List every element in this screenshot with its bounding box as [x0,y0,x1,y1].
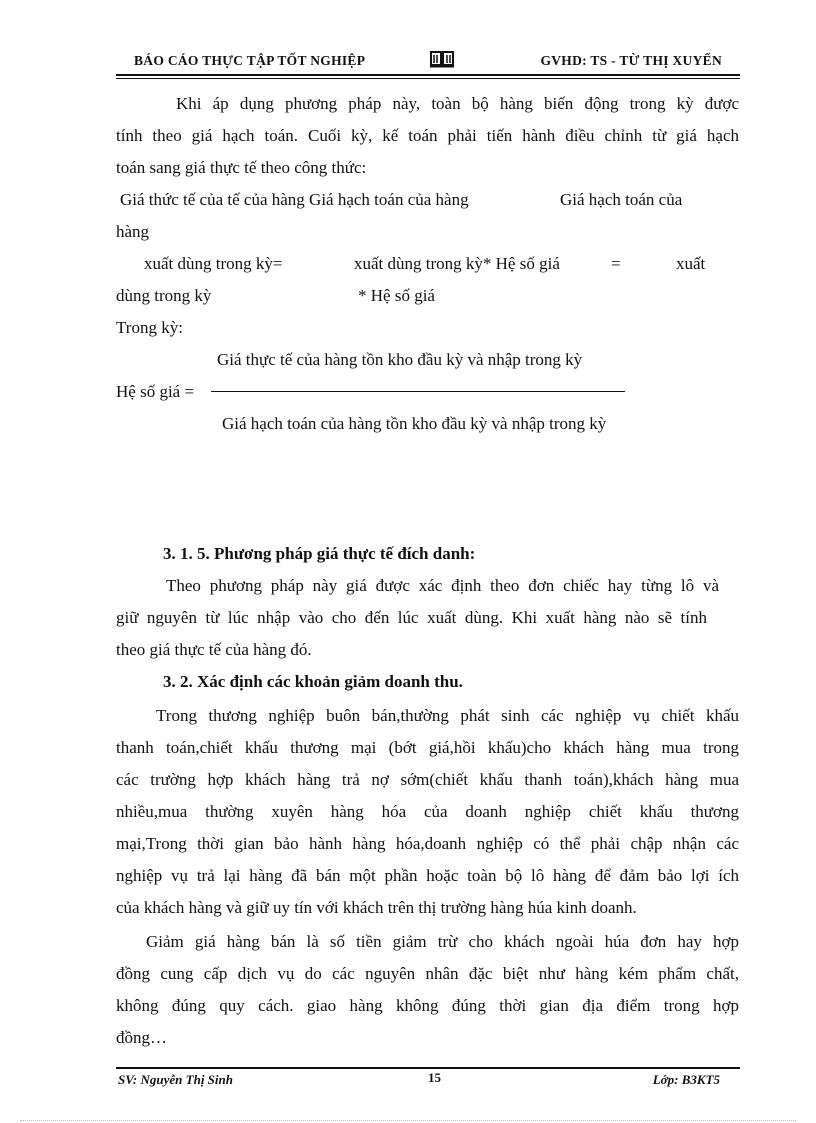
class-code: Lớp: B3KT5 [652,1072,720,1087]
formula1-line1-b: Giá hạch toán của [560,190,683,209]
student-name: SV: Nguyễn Thị Sinh [118,1072,233,1087]
formula1-line3-c: = [611,254,621,273]
formula1-line1-a: Giá thức tế của tế của hàng Giá hạch toán của hàng [120,190,469,209]
section-32-p2-line-2: đồng cung cấp dịch vụ do các nguyên nhân đặc biệt như hàng kém phẩm chất, [116,964,739,983]
footer-rule [116,1067,740,1069]
section-315-heading: 3. 1. 5. Phương pháp giá thực tế đích danh: [163,544,476,563]
header-rule-thin [116,78,740,79]
formula2-denominator: Giá hạch toán của hàng tồn kho đầu kỳ và nhập trong kỳ [222,414,607,433]
section-32-p2-line-1: Giảm giá hàng bán là số tiền giảm trừ cho khách ngoài húa đơn hay hợp [146,932,739,951]
section-32-p1-line-4: nhiều,mua thường xuyên hàng hóa của doanh nghiệp chiết khấu thương [116,802,739,821]
formula1-line3-d: xuất [676,254,706,273]
section-315-line-2: giữ nguyên từ lúc nhập vào cho đến lúc xuất dùng. Khi xuất hàng nào sẽ tính [116,608,707,627]
formula1-line4-b: * Hệ số giá [358,286,435,305]
page-header [116,50,740,74]
formula1-line3-b: xuất dùng trong kỳ* Hệ số giá [354,254,560,273]
page-edge-dotted [20,1120,796,1121]
trong-ky-label: Trong kỳ: [116,318,183,337]
section-32-p1-line-2: thanh toán,chiết khấu thương mại (bớt giá,hồi khấu)cho khách hàng mua trong [116,738,739,757]
section-32-heading: 3. 2. Xác định các khoản giảm doanh thu. [163,672,463,691]
page-footer [116,1070,740,1090]
section-315-line-3: theo giá thực tế của hàng đó. [116,640,312,659]
book-icon [430,50,454,68]
header-rule [116,74,740,76]
section-32-p1-line-6: nghiệp vụ trả lại hàng đã bán một phần hoặc toàn bộ lô hàng để đảm bảo lợi ích [116,866,739,885]
section-32-p2-line-3: không đúng quy cách. giao hàng không đúng thời gian địa điểm trong hợp [116,996,739,1015]
formula1-line4-a: dùng trong kỳ [116,286,212,305]
formula1-line2: hàng [116,222,150,241]
formula2-numerator: Giá thực tế của hàng tồn kho đầu kỳ và nhập trong kỳ [217,350,583,369]
page-number: 15 [428,1070,441,1085]
intro-line-3: toán sang giá thực tế theo công thức: [116,158,367,177]
report-title: BÁO CÁO THỰC TẬP TỐT NGHIỆP [134,53,366,68]
section-32-p1-line-3: các trường hợp khách hàng trả nợ sớm(chiết khấu thanh toán),khách hàng mua [116,770,739,789]
section-32-p2-line-4: đồng… [116,1028,167,1047]
fraction-bar [211,391,625,392]
intro-line-1: Khi áp dụng phương pháp này, toàn bộ hàng biến động trong kỳ được [176,94,739,113]
supervisor-name: GVHD: TS - TỪ THỊ XUYẾN [540,53,722,68]
formula2-lhs: Hệ số giá = [116,382,195,401]
section-32-p1-line-1: Trong thương nghiệp buôn bán,thường phát sinh các nghiệp vụ chiết khấu [156,706,739,725]
formula1-line3-a: xuất dùng trong kỳ= [144,254,283,273]
section-315-line-1: Theo phương pháp này giá được xác định theo đơn chiếc hay từng lô và [166,576,719,595]
section-32-p1-line-5: mại,Trong thời gian bảo hành hàng hóa,doanh nghiệp có thể phải chập nhận các [116,834,739,853]
section-32-p1-line-7: của khách hàng và giữ uy tín với khách trên thị trường hàng húa kinh doanh. [116,898,637,917]
intro-line-2: tính theo giá hạch toán. Cuối kỳ, kế toán phải tiến hành điều chỉnh từ giá hạch [116,126,739,145]
